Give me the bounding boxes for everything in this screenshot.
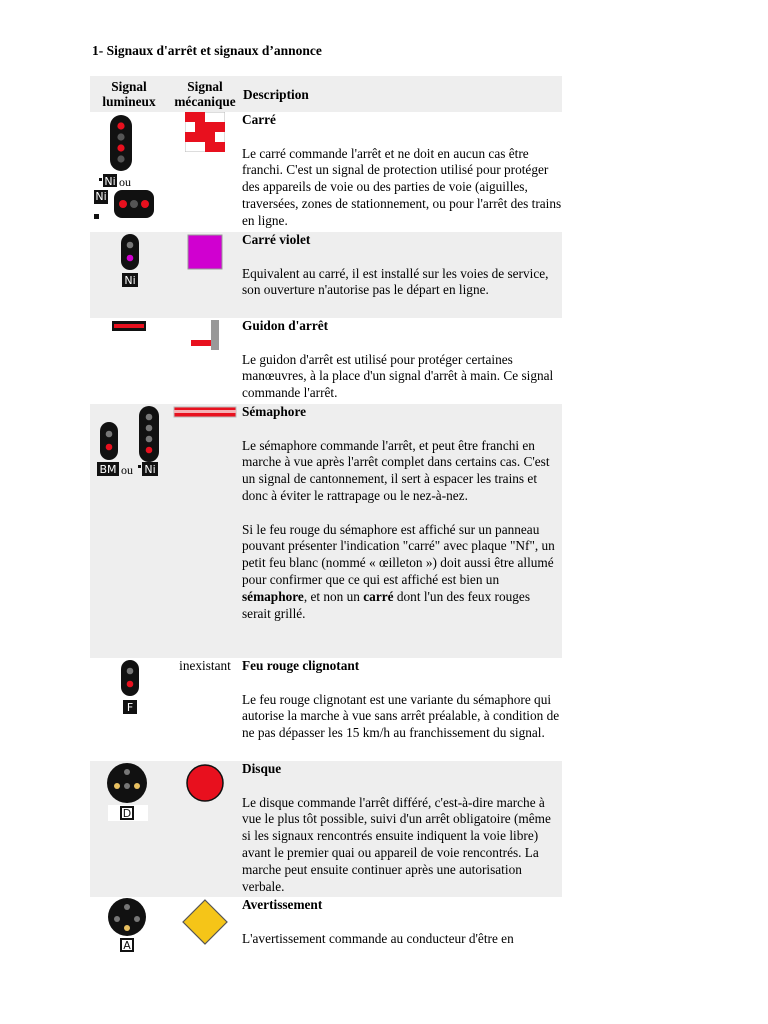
section-heading: 1- Signaux d'arrêt et signaux d’annonce bbox=[92, 43, 322, 58]
description-cell bbox=[242, 658, 562, 761]
lumineux-cell bbox=[90, 897, 168, 957]
description-cell bbox=[242, 404, 562, 658]
mecanique-cell bbox=[168, 318, 242, 404]
yellow-diamond-icon bbox=[180, 897, 230, 947]
signal-title: Carré bbox=[242, 112, 276, 127]
signal-title: Feu rouge clignotant bbox=[242, 658, 360, 673]
feu-clignotant-light-signal-icon bbox=[109, 658, 149, 718]
lumineux-cell bbox=[90, 658, 168, 761]
guidon-mechanical-icon bbox=[185, 318, 225, 354]
table-row bbox=[90, 112, 562, 232]
mecanique-cell bbox=[168, 232, 242, 318]
svg-text:BM: BM bbox=[99, 463, 117, 476]
signal-title: Avertissement bbox=[242, 897, 323, 912]
table-row bbox=[90, 318, 562, 404]
mecanique-cell bbox=[168, 897, 242, 957]
plate-a-icon bbox=[120, 938, 134, 952]
svg-text:ou: ou bbox=[119, 175, 131, 189]
carre-light-signal-icon bbox=[94, 112, 164, 220]
signals-table bbox=[90, 76, 562, 957]
signal-description: Le disque commande l'arrêt différé, c'est-à-dire marche à vue le plus tôt possible, suivi d'un arrêt obligatoire (même si les signaux rencontrés ensuite indiquent la voie libre) avant le premier quai ou appareil de voie rencontrés. La marche peut ensuite continuer après une autorisation verbale. bbox=[242, 794, 551, 894]
table-row bbox=[90, 761, 562, 897]
semaphore-light-signal-icon bbox=[94, 404, 164, 480]
signal-title: Sémaphore bbox=[242, 404, 307, 419]
signal-description: Le feu rouge clignotant est une variante du sémaphore qui autorise la marche à vue sans arrêt préalable, à condition de ne pas dépasser les 15 km/h au franchissement du signal. bbox=[242, 691, 560, 741]
table-row bbox=[90, 404, 562, 658]
plate-ni-icon bbox=[142, 462, 158, 476]
description-cell bbox=[242, 761, 562, 897]
violet-board-icon bbox=[185, 232, 225, 272]
table-row bbox=[90, 232, 562, 318]
plate-ni-icon bbox=[103, 174, 117, 188]
red-disc-icon bbox=[183, 761, 227, 805]
carre-violet-light-signal-icon bbox=[109, 232, 149, 292]
svg-text:F: F bbox=[126, 701, 134, 714]
plate-ni-icon bbox=[122, 273, 138, 287]
signal-title: Disque bbox=[242, 761, 282, 776]
mecanique-cell bbox=[168, 761, 242, 897]
svg-text:Ni: Ni bbox=[95, 190, 107, 203]
table-header-row bbox=[90, 76, 562, 112]
description-cell bbox=[242, 232, 562, 318]
description-cell bbox=[242, 897, 562, 957]
svg-text:A: A bbox=[123, 939, 131, 952]
signal-title: Carré violet bbox=[242, 232, 311, 247]
disque-light-signal-icon bbox=[105, 761, 153, 823]
description-cell bbox=[242, 112, 562, 232]
plate-d-icon bbox=[108, 805, 148, 821]
guidon-light-bar-icon bbox=[109, 318, 149, 334]
signal-description: Le carré commande l'arrêt et ne doit en aucun cas être franchi. C'est un signal de protection utilisé pour protéger des appareils de voie ou des parties de voie (aiguilles, traversées, zones de stationnement, ou pour l'arrêt des trains en ligne. bbox=[242, 145, 562, 228]
signal-description: L'avertissement commande au conducteur d'être en bbox=[242, 930, 514, 946]
signal-title: Guidon d'arrêt bbox=[242, 318, 329, 333]
table-row bbox=[90, 658, 562, 761]
svg-text:ou: ou bbox=[121, 463, 133, 477]
svg-text:Ni: Ni bbox=[144, 463, 156, 476]
header-signal-lumineux: Signal lumineux bbox=[90, 76, 168, 112]
mecanique-cell bbox=[168, 404, 242, 658]
signal-description: Le sémaphore commande l'arrêt, et peut être franchi en marche à vue après l'arrêt complet dans certains cas. C'est un signal de cantonnement, il sert à espacer les trains et donc à éviter le rattrapage ou le nez-à-nez. bbox=[242, 437, 550, 503]
avertissement-light-signal-icon bbox=[105, 897, 153, 955]
lumineux-cell bbox=[90, 318, 168, 404]
inexistant-label: inexistant bbox=[179, 658, 231, 673]
mecanique-cell bbox=[168, 658, 242, 761]
svg-text:Ni: Ni bbox=[104, 175, 116, 188]
header-signal-mecanique: Signal mécanique bbox=[168, 76, 242, 112]
lumineux-cell bbox=[90, 112, 168, 232]
signal-description: Le guidon d'arrêt est utilisé pour protéger certaines manœuvres, à la place d'un signal d'arrêt à main. Ce signal commande l'arrêt. bbox=[242, 351, 554, 401]
lumineux-cell bbox=[90, 232, 168, 318]
signal-description-extra: Si le feu rouge du sémaphore est affiché sur un panneau pouvant présenter l'indication "carré" avec plaque "Nf", un petit feu blanc (nommé « œilleton ») doit aussi être allumé pour confirmer que ce qui est affiché est bien un sémaphore, et non un carré dont l'un des feux rouges serait grillé. bbox=[242, 521, 555, 621]
table-row bbox=[90, 897, 562, 957]
svg-text:Ni: Ni bbox=[124, 274, 136, 287]
signal-description: Equivalent au carré, il est installé sur les voies de service, son ouverture n'autorise pas le départ en ligne. bbox=[242, 265, 549, 298]
description-cell bbox=[242, 318, 562, 404]
checkered-board-icon bbox=[185, 112, 225, 152]
header-description: Description bbox=[242, 76, 562, 112]
mecanique-cell bbox=[168, 112, 242, 232]
semaphore-arm-icon bbox=[172, 404, 238, 420]
lumineux-cell bbox=[90, 404, 168, 658]
plate-bm-icon bbox=[97, 462, 119, 476]
plate-f-icon bbox=[123, 700, 137, 714]
lumineux-cell bbox=[90, 761, 168, 897]
svg-text:D: D bbox=[122, 807, 132, 820]
